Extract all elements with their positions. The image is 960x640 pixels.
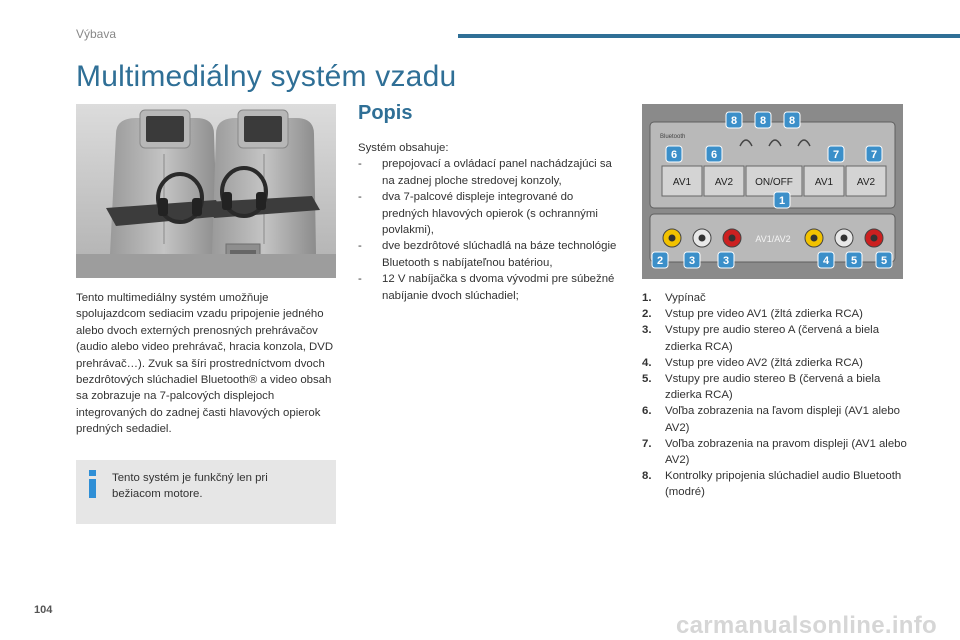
legend-text: Vstup pre video AV2 (žltá zdierka RCA) bbox=[665, 356, 863, 369]
info-icon bbox=[86, 470, 100, 498]
legend-item bbox=[642, 468, 912, 500]
list-item-text: dve bezdrôtové slúchadlá na báze technológie Bluetooth s nabíjateľnou batériou, bbox=[382, 240, 617, 269]
list-item bbox=[358, 156, 620, 189]
legend-number: 6. bbox=[642, 405, 652, 418]
callout-8: 8 bbox=[759, 115, 767, 127]
callout-2: 2 bbox=[656, 255, 664, 267]
list-item bbox=[358, 271, 620, 304]
legend-item bbox=[642, 306, 912, 322]
legend-text: Voľba zobrazenia na ľavom displeji (AV1 alebo AV2) bbox=[665, 405, 901, 434]
legend-item bbox=[642, 403, 912, 435]
watermark: carmanualsonline.info bbox=[676, 612, 938, 639]
callout-4: 4 bbox=[822, 255, 830, 267]
button-label: AV2 bbox=[714, 177, 734, 188]
list-dash: - bbox=[358, 273, 362, 286]
legend-text: Vstupy pre audio stereo B (červená a biela zdierka RCA) bbox=[665, 373, 881, 402]
legend-number: 1. bbox=[642, 292, 652, 304]
legend-text: Kontrolky pripojenia slúchadiel audio Bluetooth (modré) bbox=[665, 470, 902, 499]
popis-body bbox=[358, 140, 620, 304]
callout-3: 3 bbox=[722, 255, 730, 267]
callout-5: 5 bbox=[850, 255, 858, 267]
legend-number: 8. bbox=[642, 470, 652, 483]
legend-list bbox=[642, 290, 912, 501]
panel-brand: Bluetooth bbox=[660, 134, 686, 140]
control-panel-illustration bbox=[642, 104, 903, 279]
intro-paragraph: Tento multimediálny systém umožňuje spolujazdcom sediacim vzadu pripojenie jedného alebo dvoch externých prenosných prehrávačov (audio alebo video prehrávač, hracia konzola, DVD prehrávač…). Zvuk sa šíri prostredníctvom dvoch bezdrôtových slúchadiel Bluetooth® a video obsah sa zobrazuje na 7-palcových displejoch integrovaných do zadnej časti hlavových opierok predných sedadiel. bbox=[76, 292, 334, 436]
legend-number: 4. bbox=[642, 356, 652, 369]
info-note-text: Tento systém je funkčný len pri bežiacom motore. bbox=[112, 472, 268, 500]
control-panel-photo bbox=[642, 104, 903, 279]
list-item-text: dva 7-palcové displeje integrované do predných hlavových opierok (s ochrannými povlakmi), bbox=[382, 191, 598, 237]
section-label: Výbava bbox=[76, 27, 117, 41]
legend-text: Vstupy pre audio stereo A (červená a biela zdierka RCA) bbox=[665, 324, 880, 353]
callout-6: 6 bbox=[670, 149, 678, 161]
legend-text: Vypínač bbox=[665, 292, 706, 304]
list-item bbox=[358, 189, 620, 238]
list-item-text: 12 V nabíjačka s dvoma vývodmi pre súbežné nabíjanie dvoch slúchadiel; bbox=[382, 273, 615, 302]
button-label: AV1 bbox=[814, 177, 834, 188]
legend-number: 3. bbox=[642, 324, 652, 337]
list-dash: - bbox=[358, 191, 362, 204]
legend-number: 2. bbox=[642, 308, 652, 321]
legend-item bbox=[642, 290, 912, 306]
list-item bbox=[358, 238, 620, 271]
legend-item bbox=[642, 436, 912, 468]
callout-3: 3 bbox=[688, 255, 696, 267]
list-dash: - bbox=[358, 240, 362, 253]
legend-text: Voľba zobrazenia na pravom displeji (AV1 alebo AV2) bbox=[665, 437, 907, 467]
button-label: AV2 bbox=[856, 177, 876, 188]
popis-lead: Systém obsahuje: bbox=[358, 142, 449, 154]
callout-7: 7 bbox=[870, 149, 878, 161]
page-number: 104 bbox=[34, 604, 53, 616]
legend-number: 7. bbox=[642, 437, 652, 450]
list-item-text: prepojovací a ovládací panel nachádzajúci sa na zadnej ploche stredovej konzoly, bbox=[382, 158, 612, 187]
rear-seats-illustration bbox=[76, 104, 336, 278]
callout-8: 8 bbox=[788, 115, 796, 127]
button-label: AV1 bbox=[672, 177, 692, 188]
callout-8: 8 bbox=[730, 115, 738, 127]
list-dash: - bbox=[358, 158, 362, 171]
legend-number: 5. bbox=[642, 373, 652, 386]
callout-6: 6 bbox=[710, 149, 718, 161]
legend-text: Vstup pre video AV1 (žltá zdierka RCA) bbox=[665, 308, 863, 321]
legend-item bbox=[642, 355, 912, 371]
info-note bbox=[76, 460, 336, 524]
button-label: ON/OFF bbox=[755, 177, 793, 188]
legend-item bbox=[642, 371, 912, 403]
legend-item bbox=[642, 322, 912, 354]
callout-7: 7 bbox=[832, 149, 840, 161]
callout-5: 5 bbox=[880, 255, 888, 267]
rear-seats-photo bbox=[76, 104, 336, 278]
popis-heading: Popis bbox=[358, 102, 413, 124]
page-title: Multimediálny systém vzadu bbox=[76, 60, 457, 93]
callout-1: 1 bbox=[778, 195, 786, 207]
popis-list bbox=[358, 156, 620, 304]
jack-label: AV1/AV2 bbox=[755, 234, 791, 244]
panel-buttons bbox=[662, 166, 886, 196]
section-header-bar bbox=[458, 34, 960, 38]
